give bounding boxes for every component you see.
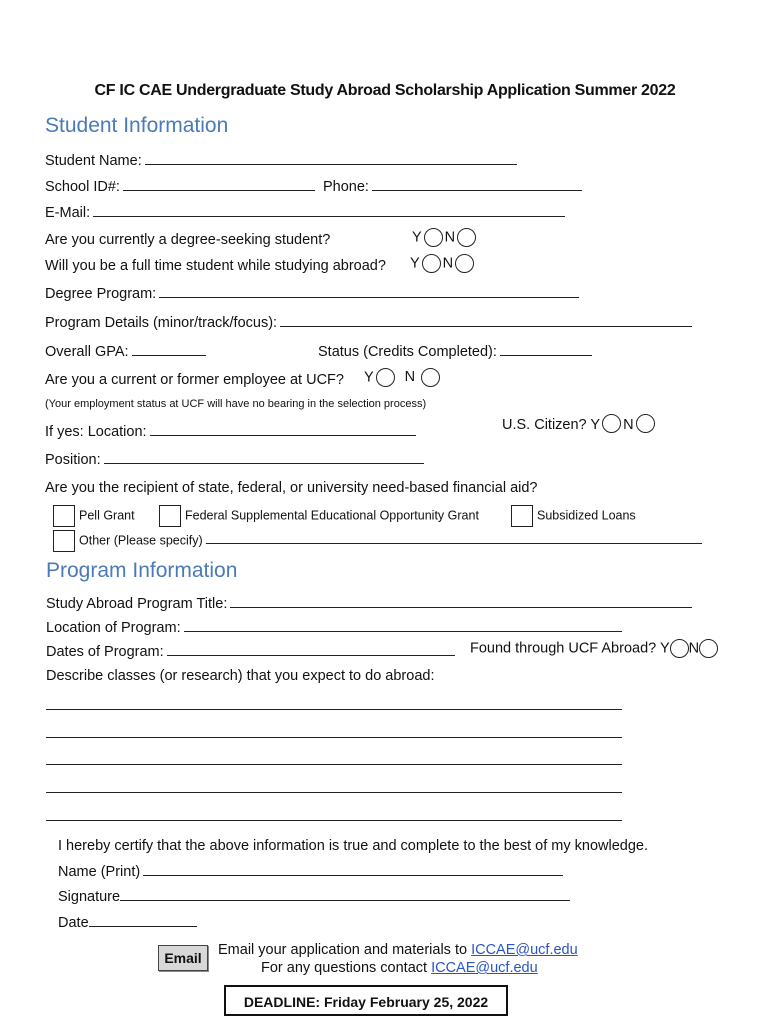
fseog-checkbox[interactable] <box>159 505 181 527</box>
employee-yes-radio[interactable] <box>376 368 395 387</box>
program-details-label: Program Details (minor/track/focus): <box>45 315 278 331</box>
aid-option-fseog <box>159 505 479 527</box>
found-yes-label: Y <box>659 640 670 657</box>
school-id-field[interactable] <box>123 178 315 191</box>
date-label: Date <box>58 915 89 931</box>
degree-program-field[interactable] <box>159 285 579 298</box>
location-field[interactable] <box>150 423 416 436</box>
position-field[interactable] <box>104 451 424 464</box>
degree-program-row <box>45 285 579 302</box>
describe-line-4[interactable] <box>46 791 622 793</box>
program-details-field[interactable] <box>280 314 692 327</box>
status-label: Status (Credits Completed): <box>318 344 497 360</box>
degree-seeking-no-label: N <box>444 229 456 246</box>
position-row <box>45 451 424 468</box>
status-row <box>318 343 592 360</box>
citizen-row <box>502 417 657 433</box>
aid-option-pell <box>53 505 135 527</box>
student-name-row <box>45 152 517 169</box>
program-dates-field[interactable] <box>167 643 455 656</box>
gpa-row <box>45 343 206 360</box>
gpa-label: Overall GPA: <box>45 344 129 360</box>
found-yes-radio[interactable] <box>670 639 689 658</box>
full-time-no-radio[interactable] <box>455 254 474 273</box>
program-dates-label: Dates of Program: <box>46 644 164 660</box>
date-row <box>58 914 197 931</box>
degree-seeking-yes-label: Y <box>412 229 422 246</box>
employee-no-label: N <box>404 369 416 386</box>
full-time-yes-radio[interactable] <box>422 254 441 273</box>
fseog-label: Federal Supplemental Educational Opportunity Grant <box>185 508 479 523</box>
subsidized-loans-label: Subsidized Loans <box>537 508 636 523</box>
subsidized-loans-checkbox[interactable] <box>511 505 533 527</box>
degree-seeking-no-radio[interactable] <box>457 228 476 247</box>
employee-options <box>364 368 442 387</box>
signature-field[interactable] <box>120 888 570 901</box>
deadline-box: DEADLINE: Friday February 25, 2022 <box>224 985 508 1016</box>
describe-line-5[interactable] <box>46 819 622 821</box>
email-instructions-text: Email your application and materials to <box>218 942 468 958</box>
signature-label: Signature <box>58 889 121 905</box>
questions-contact <box>261 960 538 976</box>
email-button[interactable]: Email <box>158 945 208 971</box>
email-label: E-Mail: <box>45 205 91 221</box>
describe-line-3[interactable] <box>46 763 622 765</box>
certify-statement: I hereby certify that the above information is true and complete to the best of my knowledge. <box>58 838 648 854</box>
pell-grant-label: Pell Grant <box>79 508 135 523</box>
aid-option-loans <box>511 505 636 527</box>
other-aid-checkbox[interactable] <box>53 530 75 552</box>
email-row <box>45 204 565 221</box>
gpa-field[interactable] <box>132 343 206 356</box>
program-info-heading: Program Information <box>46 559 238 582</box>
full-time-question: Will you be a full time student while studying abroad? <box>45 258 386 274</box>
phone-label: Phone: <box>323 179 369 195</box>
aid-option-other <box>53 530 702 552</box>
print-name-label: Name (Print) <box>58 864 141 880</box>
employee-question: Are you a current or former employee at UCF? <box>45 372 344 388</box>
school-id-label: School ID#: <box>45 179 120 195</box>
full-time-yes-label: Y <box>410 255 420 272</box>
degree-program-label: Degree Program: <box>45 286 157 302</box>
signature-row <box>58 888 570 905</box>
student-info-heading: Student Information <box>45 114 229 137</box>
program-location-field[interactable] <box>184 619 622 632</box>
citizen-yes-label: Y <box>590 417 601 433</box>
degree-seeking-options <box>412 228 478 247</box>
employee-no-radio[interactable] <box>421 368 440 387</box>
found-through-question: Found through UCF Abroad? <box>470 640 657 657</box>
student-name-label: Student Name: <box>45 153 142 169</box>
degree-seeking-yes-radio[interactable] <box>424 228 443 247</box>
student-name-field[interactable] <box>145 152 517 165</box>
email-instructions <box>218 942 578 958</box>
citizen-question: U.S. Citizen? <box>502 417 587 433</box>
questions-email-link[interactable]: ICCAE@ucf.edu <box>431 960 538 976</box>
describe-line-1[interactable] <box>46 708 622 710</box>
other-aid-label: Other (Please specify) <box>79 533 203 548</box>
position-label: Position: <box>45 452 101 468</box>
other-aid-field[interactable] <box>206 533 702 544</box>
date-field[interactable] <box>89 914 197 927</box>
found-through-row <box>470 639 718 658</box>
school-id-row <box>45 178 582 195</box>
citizen-no-radio[interactable] <box>636 414 655 433</box>
print-name-field[interactable] <box>143 863 563 876</box>
program-title-field[interactable] <box>230 595 692 608</box>
email-link[interactable]: ICCAE@ucf.edu <box>471 942 578 958</box>
location-label: If yes: Location: <box>45 424 147 440</box>
employee-yes-label: Y <box>364 369 374 386</box>
email-field[interactable] <box>93 204 565 217</box>
program-title-row <box>46 595 692 612</box>
describe-line-2[interactable] <box>46 736 622 738</box>
describe-label: Describe classes (or research) that you expect to do abroad: <box>46 668 435 684</box>
program-location-row <box>46 619 622 636</box>
citizen-yes-radio[interactable] <box>602 414 621 433</box>
degree-seeking-question: Are you currently a degree-seeking student? <box>45 232 331 248</box>
questions-contact-text: For any questions contact <box>261 960 428 976</box>
program-title-label: Study Abroad Program Title: <box>46 596 228 612</box>
full-time-no-label: N <box>442 255 454 272</box>
citizen-no-label: N <box>623 417 634 433</box>
print-name-row <box>58 863 563 880</box>
found-no-label: N <box>688 640 700 657</box>
program-dates-row <box>46 643 455 660</box>
phone-field[interactable] <box>372 178 582 191</box>
aid-question: Are you the recipient of state, federal, or university need-based financial aid? <box>45 480 538 496</box>
full-time-options <box>410 254 476 273</box>
program-details-row <box>45 314 692 331</box>
pell-grant-checkbox[interactable] <box>53 505 75 527</box>
found-no-radio[interactable] <box>699 639 718 658</box>
form-title: CF IC CAE Undergraduate Study Abroad Scholarship Application Summer 2022 <box>94 82 676 99</box>
program-location-label: Location of Program: <box>46 620 181 636</box>
status-field[interactable] <box>500 343 592 356</box>
location-row <box>45 423 416 440</box>
employment-note: (Your employment status at UCF will have no bearing in the selection process) <box>45 398 427 410</box>
